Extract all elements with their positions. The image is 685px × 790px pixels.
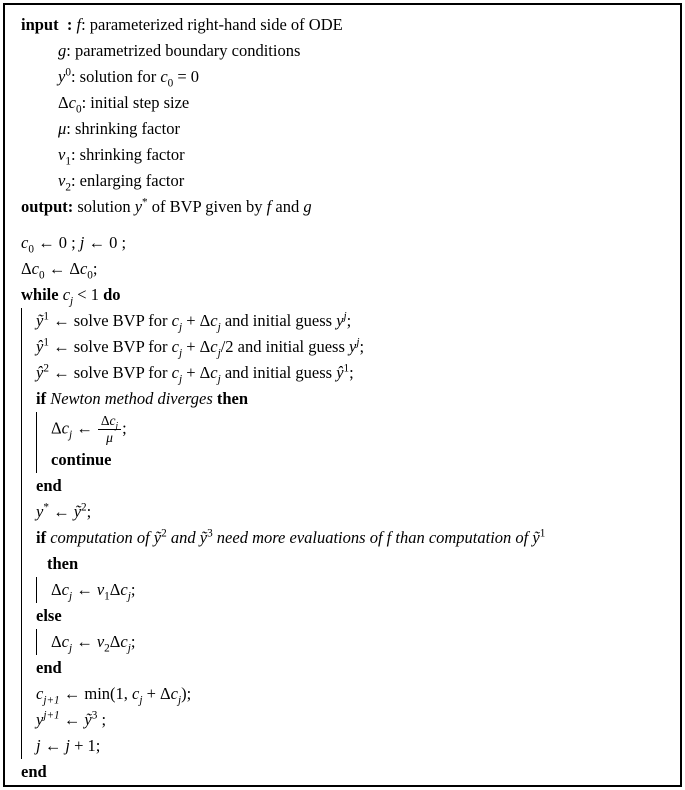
code-text: $ŷ^1$ ← solve BVP for $c_j + \Delta c_j/2$ and initial guess $y^j$; [36, 336, 365, 360]
block-rule [21, 447, 36, 473]
block-rule [21, 551, 36, 577]
code-line [21, 360, 664, 386]
input-line [21, 168, 664, 194]
block-rule [21, 577, 36, 603]
code-line [21, 230, 664, 256]
code-text: $\Delta c_j$ ← $\nu_2\Delta c_j$; [51, 632, 136, 655]
code-text: $\Delta c_0$ ← $\Delta c_0$; [21, 259, 98, 282]
code-text: if Newton method diverges then [36, 389, 249, 408]
code-text: then [47, 554, 79, 574]
code-text: continue [51, 450, 112, 470]
block-rule [21, 412, 36, 447]
end-line [21, 655, 664, 681]
block-rule [21, 733, 36, 759]
block-rule [36, 629, 51, 655]
code-text: end [21, 762, 47, 782]
code-text: end [36, 658, 62, 678]
code-text: $c_0$ ← 0 ; j ← 0 ; [21, 233, 127, 256]
code-text: ỹ$^1$ ← solve BVP for $c_j + \Delta c_j$ and initial guess $y^j$; [36, 310, 352, 334]
code-line [21, 412, 664, 447]
input-line [21, 64, 664, 90]
then-line [21, 551, 664, 577]
block-rule [21, 681, 36, 707]
code-text: if computation of ỹ$^2$ and ỹ$^3$ need more evaluations of f than computation of ỹ$^1$ [36, 527, 546, 548]
code-text: y* ← ỹ$^2$; [36, 501, 92, 522]
block-rule [21, 655, 36, 681]
while-line [21, 282, 664, 308]
code-text: while $c_j < 1$ do [21, 285, 121, 308]
end-line [21, 759, 664, 785]
code-line [21, 308, 664, 334]
code-text: $ŷ^2$ ← solve BVP for $c_j + \Delta c_j$ and initial guess $ŷ^1$; [36, 362, 354, 386]
block-rule [21, 707, 36, 733]
code-text: g: parametrized boundary conditions [58, 41, 301, 60]
if-line [21, 386, 664, 412]
code-text: end [36, 476, 62, 496]
block-rule [36, 577, 51, 603]
else-line [21, 603, 664, 629]
block-rule [21, 308, 36, 334]
block-rule [36, 412, 51, 447]
block-rule [21, 334, 36, 360]
block-rule [36, 447, 51, 473]
code-text: $\Delta c_j$ ← $\nu_1\Delta c_j$; [51, 580, 136, 603]
code-text: $y^0$: solution for $c_0 = 0$ [58, 66, 200, 90]
if-line [21, 525, 664, 551]
code-line [21, 447, 664, 473]
end-line [21, 473, 664, 499]
code-line [21, 334, 664, 360]
block-rule [21, 525, 36, 551]
code-line [21, 629, 664, 655]
code-line [21, 733, 664, 759]
fraction: $\frac{\Delta c_j}{\mu}$ [98, 413, 121, 446]
code-line [21, 256, 664, 282]
code-text: $y^{j+1}$ ← ỹ$^3$ ; [36, 709, 107, 730]
algorithm-listing [21, 12, 664, 785]
code-line [21, 577, 664, 603]
code-text: μ: shrinking factor [58, 119, 180, 138]
block-rule [21, 386, 36, 412]
input-line [21, 116, 664, 142]
input-line [21, 12, 664, 38]
code-text: $\nu_2$: enlarging factor [58, 171, 185, 194]
code-line [21, 681, 664, 707]
code-text: $c_{j+1}$ ← min(1, $c_j + \Delta c_j$); [36, 684, 192, 707]
block-rule [21, 499, 36, 525]
block-rule [21, 360, 36, 386]
code-text: $\nu_1$: shrinking factor [58, 145, 185, 168]
algorithm-frame [3, 3, 682, 787]
code-text: $\Delta c_0$: initial step size [58, 93, 190, 116]
code-line [21, 499, 664, 525]
code-text: j ← j + 1; [36, 736, 101, 756]
code-text: else [36, 606, 62, 626]
code-text: input : f: parameterized right-hand side of ODE [21, 15, 343, 34]
code-text: output: solution y* of BVP given by f and g [21, 196, 312, 216]
input-line [21, 142, 664, 168]
block-rule [21, 629, 36, 655]
block-rule [21, 473, 36, 499]
output-line [21, 194, 664, 220]
code-text: $\Delta c_j$ ← $\frac{\Delta c_j}{\mu}$ ; [51, 413, 127, 446]
input-line [21, 90, 664, 116]
block-rule [21, 603, 36, 629]
input-line [21, 38, 664, 64]
code-line [21, 707, 664, 733]
